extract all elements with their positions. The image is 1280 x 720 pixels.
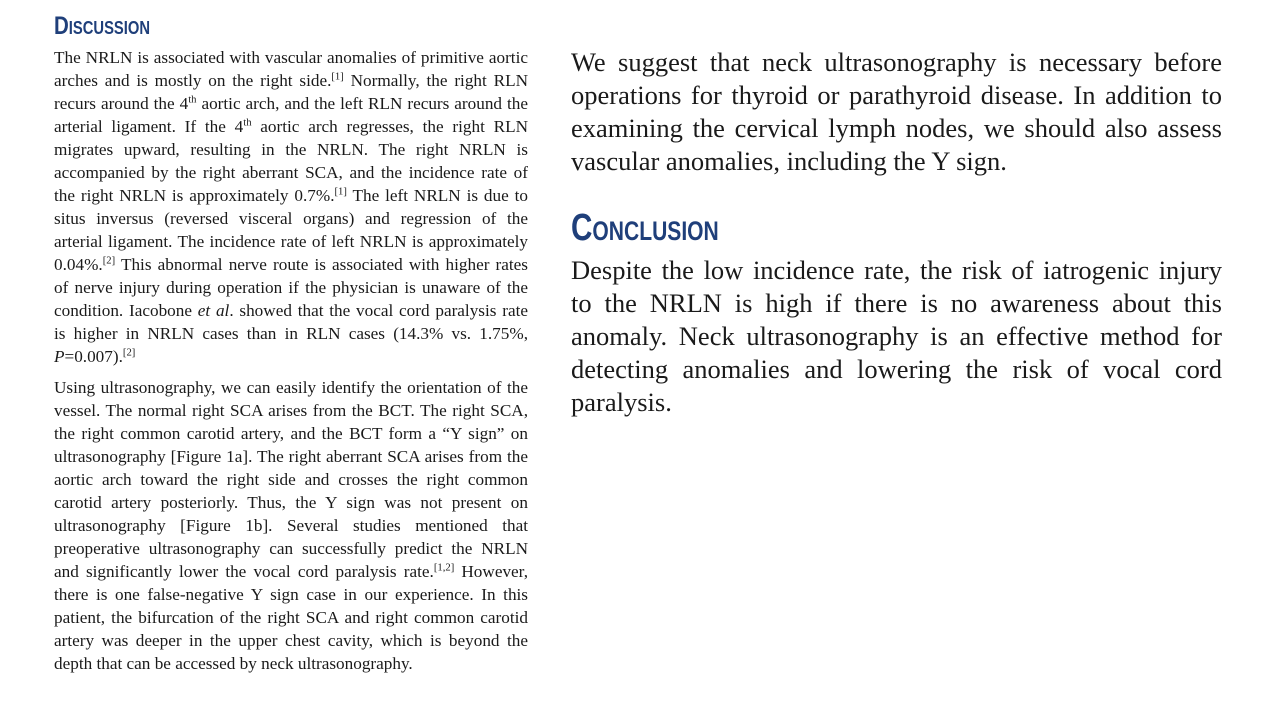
text-span: aortic arch, and the left RLN recurs around the arterial ligament. If the 4 <box>54 94 528 136</box>
text-span: Using ultrasonography, we can easily identify the orientation of the vessel. The normal right SCA arises from the BCT. The right SCA, the right common carotid artery, and the BCT form a “Y sign” on ultrasonography [Figure 1a]. The right aberrant SCA arises from the aortic arch toward the right side and crosses the right common carotid artery posteriorly. Thus, the Y sign was not present on ultrasonography [Figure 1b]. Several studies mentioned that preoperative ultrasonography can successfully predict the NRLN and significantly lower the vocal cord paralysis rate. <box>54 378 528 581</box>
text-span: The NRLN is associated with vascular anomalies of primitive aortic arches and is mostly on the right side. <box>54 48 528 90</box>
ordinal-suffix: th <box>188 94 197 106</box>
conclusion-paragraph: Despite the low incidence rate, the risk of iatrogenic injury to the NRLN is high if there is no awareness about this anomaly. Neck ultrasonography is an effective method for detecting anomalies and lowering the risk of vocal cord paralysis. <box>571 255 1222 417</box>
citation: [2] <box>102 255 116 267</box>
text-span: However, there is one false-negative Y sign case in our experience. In this patient, the bifurcation of the right SCA and right common carotid artery was deeper in the upper chest cavity, which is beyond the depth that can be accessed by neck ultrasonography. <box>54 562 528 673</box>
discussion-paragraph-1 <box>54 46 528 368</box>
citation: [1] <box>331 71 344 83</box>
right-column <box>571 46 1222 419</box>
italic-text: P <box>54 347 65 366</box>
italic-text: et al <box>197 301 230 320</box>
discussion-paragraph-3: We suggest that neck ultrasonography is necessary before operations for thyroid or parathyroid disease. In addition to examining the cervical lymph nodes, we should also assess vascular anomalies, including the Y sign. <box>571 47 1222 176</box>
text-span: . showed that the vocal cord paralysis rate is higher in NRLN cases than in RLN cases (14.3% vs. 1.75%, <box>54 301 528 343</box>
text-span: This abnormal nerve route is associated with higher rates of nerve injury during operation if the physician is unaware of the condition. Iacobone <box>54 255 528 320</box>
text-span: Normally, the right RLN recurs around the 4 <box>54 71 528 113</box>
discussion-heading: Discussion <box>54 12 151 40</box>
citation: [1,2] <box>433 562 455 574</box>
citation: [2] <box>122 347 136 359</box>
text-span: =0.007). <box>64 347 123 366</box>
left-column <box>54 12 528 683</box>
ordinal-suffix: th <box>243 117 252 129</box>
text-span: aortic arch regresses, the right RLN migrates upward, resulting in the NRLN. The right NRLN is accompanied by the right aberrant SCA, and the incidence rate of the right NRLN is approximately 0.7%. <box>54 117 528 205</box>
conclusion-heading: Conclusion <box>571 207 719 249</box>
text-span: The left NRLN is due to situs inversus (reversed visceral organs) and regression of the arterial ligament. The incidence rate of left NRLN is approximately 0.04%. <box>54 186 528 274</box>
citation: [1] <box>334 186 347 198</box>
discussion-paragraph-2 <box>54 376 528 675</box>
